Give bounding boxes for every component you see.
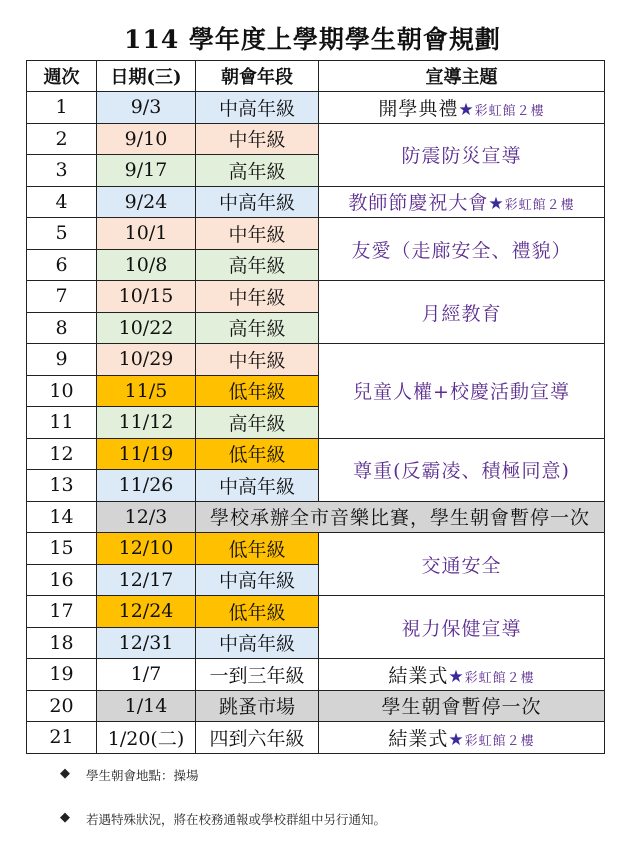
topic-text: 結業式 [388,727,449,750]
grade-cell: 中高年級 [196,92,319,124]
table-row [27,722,605,754]
grade-cell: 低年級 [196,533,319,565]
grade-cell: 中年級 [196,344,319,376]
table-row [27,501,605,533]
week-cell: 1 [27,92,97,124]
grade-cell: 跳蚤市場 [196,690,319,722]
date-cell: 9/17 [97,155,196,187]
grade-cell: 中高年級 [196,470,319,502]
note-text: 若遇特殊狀況，將在校務通報或學校群組中另行通知。 [86,812,387,827]
location-text: 彩虹館２樓 [504,198,575,214]
table-row [27,438,605,470]
week-cell: 11 [27,407,97,439]
page-title: 114 學年度上學期學生朝會規劃 [124,25,501,54]
location-text: 彩虹館２樓 [464,733,535,749]
topic-cell: 月經教育 [319,281,605,344]
week-cell: 18 [27,627,97,659]
date-cell: 9/10 [97,123,196,155]
date-cell: 12/3 [97,501,196,533]
table-row [27,92,605,124]
table-row [27,690,605,722]
note-text: 學生朝會地點：操場 [86,768,199,783]
diamond-bullet-icon: ◆ [60,810,70,825]
date-cell: 10/29 [97,344,196,376]
table-row [27,533,605,565]
week-cell: 9 [27,344,97,376]
date-cell: 1/20(二) [97,722,196,754]
notice-cell: 學校承辦全市音樂比賽，學生朝會暫停一次 [196,501,605,533]
topic-cell [319,186,605,218]
week-cell: 20 [27,690,97,722]
table-row [27,218,605,250]
grade-cell: 中高年級 [196,627,319,659]
notice-cell: 學生朝會暫停一次 [319,690,605,722]
assembly-schedule-table [26,60,605,754]
date-cell: 12/10 [97,533,196,565]
topic-cell [319,722,605,754]
diamond-bullet-icon: ◆ [60,766,70,781]
date-cell: 10/1 [97,218,196,250]
grade-cell: 中高年級 [196,564,319,596]
topic-cell: 視力保健宣導 [319,596,605,659]
grade-cell: 高年級 [196,407,319,439]
grade-cell: 中年級 [196,123,319,155]
week-cell: 12 [27,438,97,470]
table-row [27,596,605,628]
note-item [60,766,386,810]
date-cell: 11/5 [97,375,196,407]
date-cell: 9/24 [97,186,196,218]
table-row [27,344,605,376]
table-row [27,281,605,313]
grade-cell: 高年級 [196,155,319,187]
grade-cell: 一到三年級 [196,659,319,691]
topic-text: 教師節慶祝大會 [348,192,489,215]
topic-cell: 尊重(反霸凌、積極同意) [319,438,605,501]
grade-cell: 高年級 [196,249,319,281]
star-icon: ★ [458,99,475,120]
table-row [27,659,605,691]
week-cell: 6 [27,249,97,281]
grade-cell: 中年級 [196,218,319,250]
week-cell: 4 [27,186,97,218]
week-cell: 8 [27,312,97,344]
table-row [27,123,605,155]
week-cell: 10 [27,375,97,407]
star-icon: ★ [488,194,505,215]
week-cell: 2 [27,123,97,155]
star-icon: ★ [448,729,465,750]
header-week: 週次 [27,61,97,92]
topic-cell [319,659,605,691]
date-cell: 11/26 [97,470,196,502]
grade-cell: 中高年級 [196,186,319,218]
star-icon: ★ [448,666,465,687]
date-cell: 10/22 [97,312,196,344]
grade-cell: 中年級 [196,281,319,313]
grade-cell: 低年級 [196,438,319,470]
topic-cell: 防震防災宣導 [319,123,605,186]
grade-cell: 四到六年級 [196,722,319,754]
date-cell: 12/17 [97,564,196,596]
date-cell: 10/15 [97,281,196,313]
week-cell: 17 [27,596,97,628]
topic-cell: 交通安全 [319,533,605,596]
week-cell: 7 [27,281,97,313]
grade-cell: 低年級 [196,375,319,407]
date-cell: 11/19 [97,438,196,470]
date-cell: 12/31 [97,627,196,659]
topic-text: 開學典禮 [378,97,459,120]
week-cell: 14 [27,501,97,533]
location-text: 彩虹館２樓 [474,103,545,119]
date-cell: 12/24 [97,596,196,628]
note-item [60,810,386,854]
table-row [27,186,605,218]
week-cell: 5 [27,218,97,250]
date-cell: 1/14 [97,690,196,722]
date-cell: 1/7 [97,659,196,691]
date-cell: 10/8 [97,249,196,281]
table-header-row [27,61,605,92]
week-cell: 19 [27,659,97,691]
topic-text: 結業式 [388,664,449,687]
topic-cell: 友愛（走廊安全、禮貌） [319,218,605,281]
week-cell: 3 [27,155,97,187]
topic-cell [319,92,605,124]
date-cell: 11/12 [97,407,196,439]
header-date: 日期(三) [97,61,196,92]
grade-cell: 高年級 [196,312,319,344]
location-text: 彩虹館２樓 [464,670,535,686]
week-cell: 15 [27,533,97,565]
week-cell: 13 [27,470,97,502]
notes-list [60,766,386,854]
week-cell: 21 [27,722,97,754]
topic-cell: 兒童人權+校慶活動宣導 [319,344,605,439]
week-cell: 16 [27,564,97,596]
grade-cell: 低年級 [196,596,319,628]
date-cell: 9/3 [97,92,196,124]
header-grade: 朝會年段 [196,61,319,92]
header-topic: 宣導主題 [319,61,605,92]
